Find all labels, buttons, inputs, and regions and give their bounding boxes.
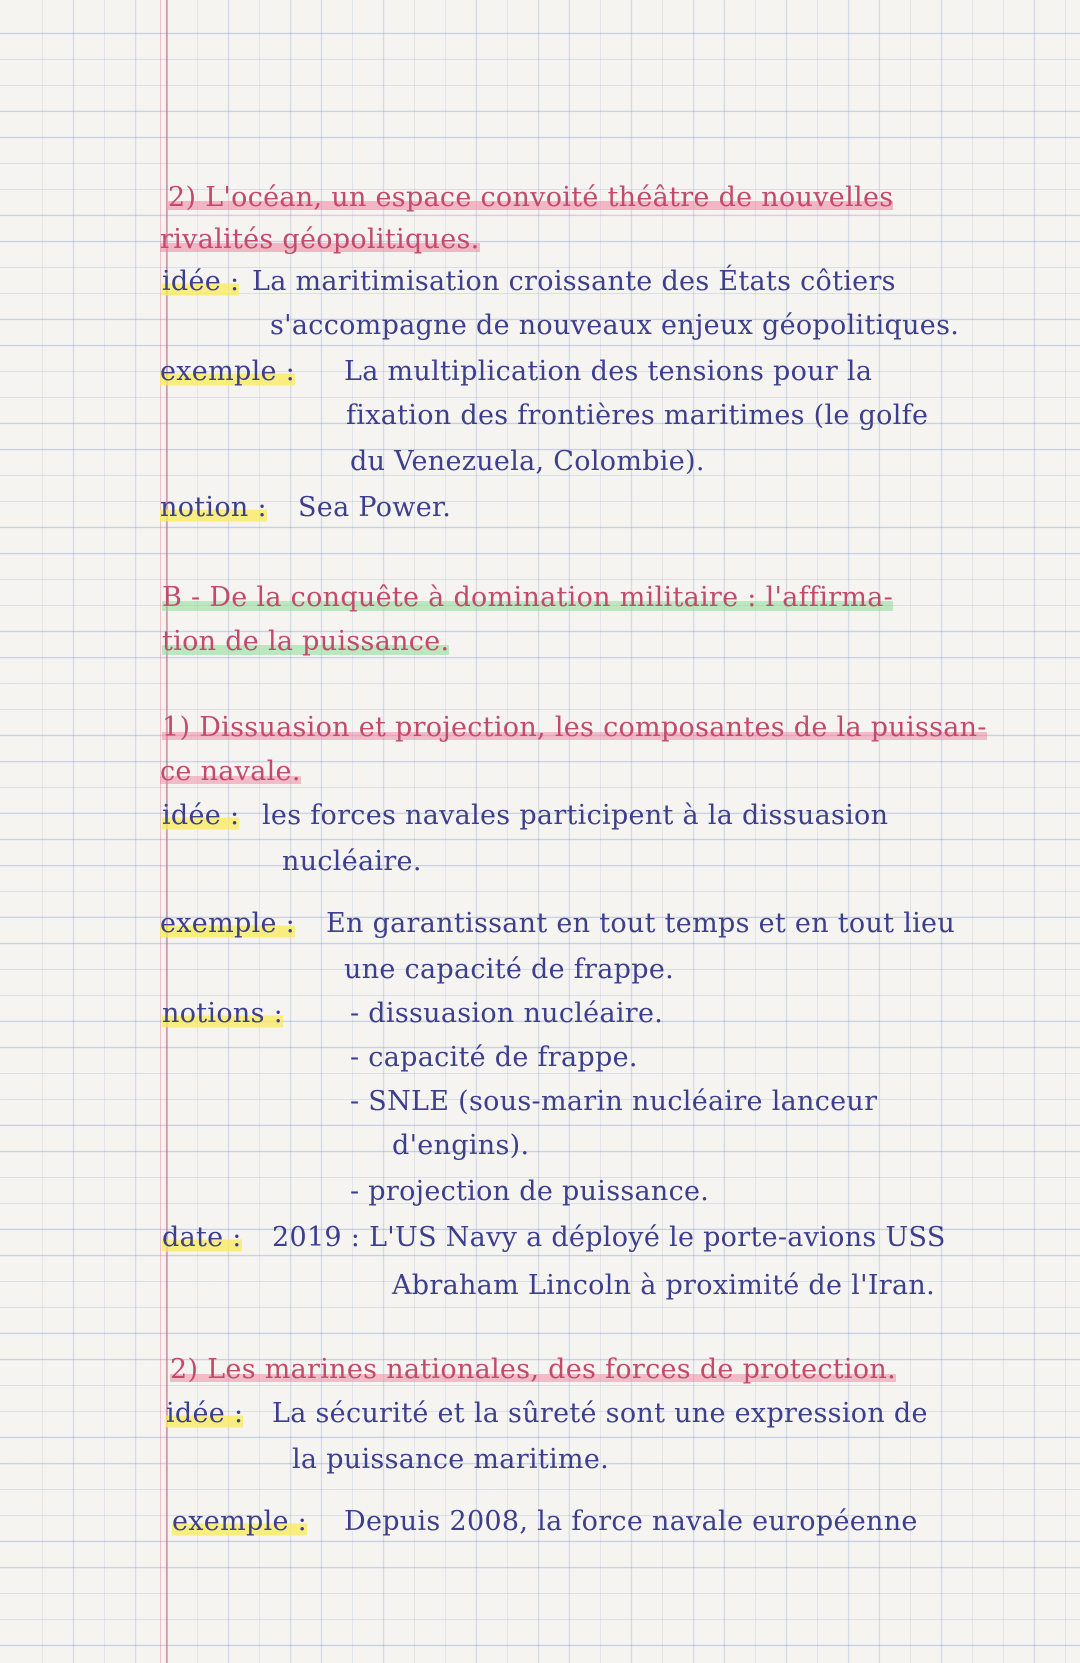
sub2-idee-line2: la puissance maritime. — [292, 1444, 609, 1475]
section2-exemple-line3: du Venezuela, Colombie). — [350, 446, 705, 477]
sub2-exemple-label: exemple : — [172, 1506, 308, 1537]
section2-exemple-line2: fixation des frontières maritimes (le golfe — [346, 400, 929, 431]
sub1-idee-line2: nucléaire. — [282, 846, 422, 877]
sub1-notions-label: notions : — [162, 998, 284, 1029]
sub1-notion-item: d'engins). — [392, 1130, 530, 1161]
sub1-exemple-line1: En garantissant en tout temps et en tout lieu — [326, 908, 956, 939]
section2-notion-label: notion : — [160, 492, 267, 523]
sub1-notion-item: - capacité de frappe. — [350, 1042, 638, 1073]
sub1-notion-item: - SNLE (sous-marin nucléaire lanceur — [350, 1086, 878, 1117]
section2-notion-value: Sea Power. — [298, 492, 452, 523]
section2-title-line2: rivalités géopolitiques. — [160, 224, 480, 255]
sub1-date-line1: 2019 : L'US Navy a déployé le porte-avions USS — [272, 1222, 946, 1253]
section2-title-line1: 2) L'océan, un espace convoité théâtre de nouvelles — [168, 182, 894, 213]
sub2-idee-label: idée : — [166, 1398, 244, 1429]
sub1-exemple-line2: une capacité de frappe. — [344, 954, 674, 985]
sub2-idee-line1: La sécurité et la sûreté sont une expression de — [272, 1398, 928, 1429]
sub1-date-label: date : — [162, 1222, 242, 1253]
sectionB-title-line2: tion de la puissance. — [162, 626, 450, 657]
section2-exemple-line1: La multiplication des tensions pour la — [344, 356, 873, 387]
section2-idee-line1: La maritimisation croissante des États côtiers — [252, 266, 896, 297]
sub1-notion-item: - dissuasion nucléaire. — [350, 998, 664, 1029]
sub1-notion-item: - projection de puissance. — [350, 1176, 710, 1207]
sectionB-title-line1: B - De la conquête à domination militaire : l'affirma- — [162, 582, 894, 613]
section2-idee-label: idée : — [162, 266, 240, 297]
sub2-exemple-line1: Depuis 2008, la force navale européenne — [344, 1506, 918, 1537]
sub1-exemple-label: exemple : — [160, 908, 296, 939]
sub1-title-line2: ce navale. — [160, 756, 301, 787]
sub1-idee-label: idée : — [162, 800, 240, 831]
section2-idee-line2: s'accompagne de nouveaux enjeux géopolitiques. — [270, 310, 960, 341]
sub2-title: 2) Les marines nationales, des forces de protection. — [170, 1354, 896, 1385]
section2-exemple-label: exemple : — [160, 356, 296, 387]
sub1-date-line2: Abraham Lincoln à proximité de l'Iran. — [392, 1270, 935, 1301]
sub1-idee-line1: les forces navales participent à la dissuasion — [262, 800, 889, 831]
sub1-title-line1: 1) Dissuasion et projection, les composantes de la puissan- — [162, 712, 987, 743]
